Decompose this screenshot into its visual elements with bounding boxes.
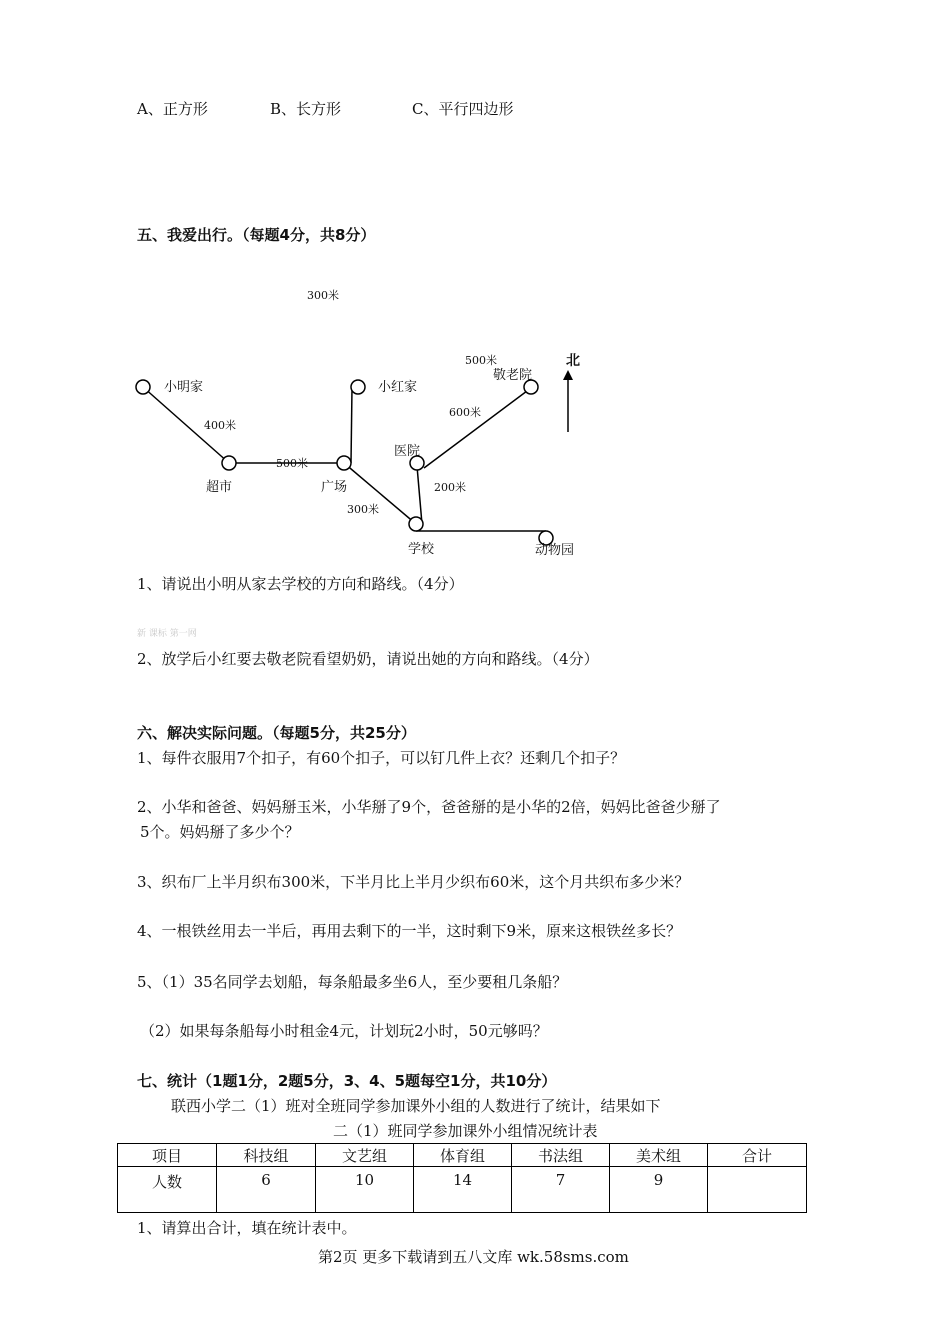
north-arrow-icon [563, 370, 573, 432]
road-hospital-school [417, 466, 422, 524]
marker-square [337, 456, 351, 470]
section6-question-5-part1: 5、（1）35名同学去划船，每条船最多坐6人，至少要租几条船？ [137, 973, 568, 991]
stats-table [117, 1143, 807, 1213]
label-xiaohong-home: 小红家 [378, 380, 418, 395]
section6-question-2-line1: 2、小华和爸爸、妈妈掰玉米，小华掰了9个，爸爸掰的是小华的2倍，妈妈比爸爸少掰了 [137, 798, 721, 816]
section7-question-1: 1、请算出合计，填在统计表中。 [137, 1219, 357, 1237]
section6-question-4: 4、一根铁丝用去一半后，再用去剩下的一半，这时剩下9米，原来这根铁丝多长？ [137, 922, 682, 940]
dist-market-square: 500米 [276, 457, 308, 470]
label-nursing-home: 敬老院 [493, 368, 533, 383]
stats-table-header-row [118, 1144, 807, 1167]
section5-question-2: 2、放学后小红要去敬老院看望奶奶，请说出她的方向和路线。（4分） [137, 650, 599, 668]
cell-fine-arts: 9 [610, 1167, 708, 1213]
label-school: 学校 [408, 542, 435, 557]
stats-table-data-row [118, 1167, 807, 1213]
header-sports: 体育组 [414, 1144, 512, 1167]
section5-question-1: 1、请说出小明从家去学校的方向和路线。（4分） [137, 575, 464, 593]
section6-question-2-line2: 5个。妈妈掰了多少个？ [140, 823, 300, 841]
label-hospital: 医院 [394, 444, 421, 459]
cell-calligraphy: 7 [512, 1167, 610, 1213]
label-xiaoming-home: 小明家 [164, 380, 204, 395]
cell-science: 6 [217, 1167, 316, 1213]
section7-title: 七、统计（1题1分，2题5分，3、4、5题每空1分，共10分） [137, 1072, 557, 1090]
cell-total[interactable] [708, 1167, 807, 1213]
stats-table-title: 二（1）班同学参加课外小组情况统计表 [333, 1122, 598, 1140]
cell-sports: 14 [414, 1167, 512, 1213]
header-science: 科技组 [217, 1144, 316, 1167]
dist-home-market: 400米 [204, 419, 236, 432]
section6-question-5-part2: （2）如果每条船每小时租金4元，计划玩2小时，50元够吗？ [140, 1022, 548, 1040]
label-zoo: 动物园 [535, 543, 575, 558]
location-markers [136, 380, 553, 545]
road-xiaohong-square [351, 388, 352, 463]
section6-title: 六、解决实际问题。（每题5分，共25分） [137, 724, 416, 742]
dist-nursing-top: 500米 [465, 354, 497, 367]
option-c: C、平行四边形 [412, 100, 514, 118]
marker-supermarket [222, 456, 236, 470]
map-top-distance: 300米 [307, 289, 339, 302]
label-square: 广场 [321, 480, 348, 495]
header-item: 项目 [118, 1144, 217, 1167]
header-arts: 文艺组 [316, 1144, 414, 1167]
label-supermarket: 超市 [206, 480, 233, 495]
header-fine-arts: 美术组 [610, 1144, 708, 1167]
section6-question-1: 1、每件衣服用7个扣子，有60个扣子，可以钉几件上衣？还剩几个扣子？ [137, 749, 626, 767]
marker-school [409, 517, 423, 531]
option-a: A、正方形 [137, 100, 208, 118]
watermark-text: 新 课标 第一网 [137, 629, 197, 639]
route-map [0, 0, 950, 600]
page-footer: 第2页 更多下载请到五八文库 wk.58sms.com [318, 1248, 629, 1266]
section5-title: 五、我爱出行。（每题4分，共8分） [137, 226, 376, 244]
north-label: 北 [566, 353, 580, 369]
dist-school-junction: 200米 [434, 481, 466, 494]
header-calligraphy: 书法组 [512, 1144, 610, 1167]
marker-xiaoming-home [136, 380, 150, 394]
dist-junction-nursing: 600米 [449, 406, 481, 419]
section6-question-3: 3、织布厂上半月织布300米，下半月比上半月少织布60米，这个月共织布多少米？ [137, 873, 690, 891]
cell-arts: 10 [316, 1167, 414, 1213]
header-total: 合计 [708, 1144, 807, 1167]
section7-intro: 联西小学二（1）班对全班同学参加课外小组的人数进行了统计，结果如下 [171, 1097, 661, 1115]
option-b: B、长方形 [270, 100, 342, 118]
row-label: 人数 [118, 1167, 217, 1213]
dist-square-school: 300米 [347, 503, 379, 516]
marker-xiaohong-home [351, 380, 365, 394]
road-junction-nursing [424, 388, 531, 468]
